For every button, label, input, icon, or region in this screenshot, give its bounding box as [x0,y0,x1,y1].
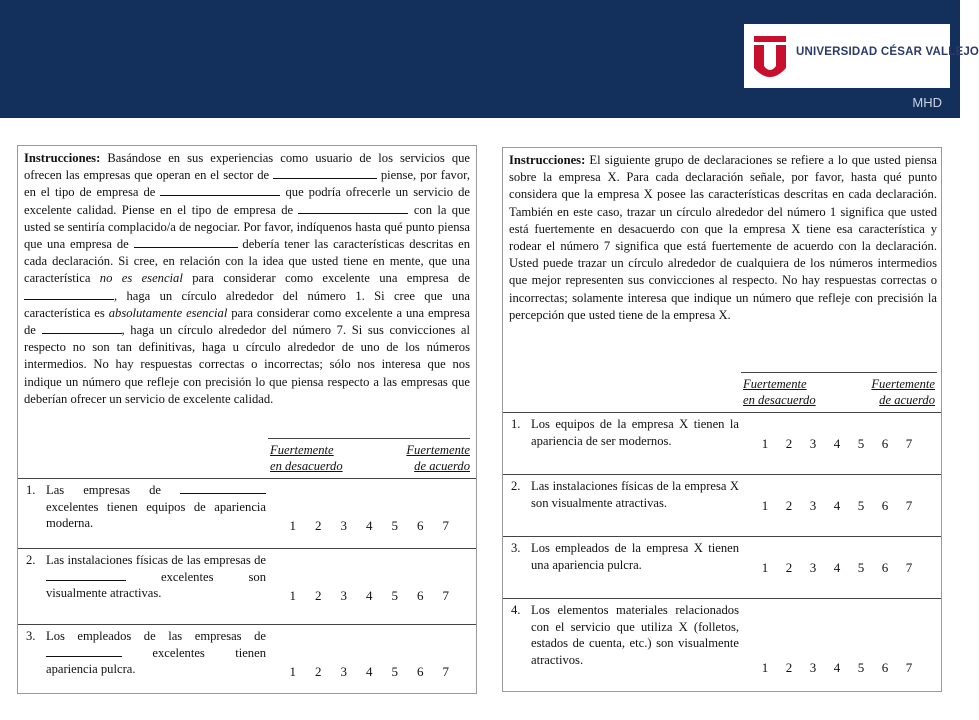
scale-option-4[interactable]: 4 [833,660,841,675]
left-instructions: Instrucciones: Basándose en sus experiencias como usuario de los servicios que ofrecen las empresas que operan en el sector de piense, por favor, en el tipo de empresa de que podría ofrecerle un servicio de excelente calidad. Piense en el tipo de empresa de con la que usted se sentiría complacido/a de negociar. Por favor, indíquenos hasta qué punto piensa que una empresa de debería tener las características descritas en cada declaración. Si cree, en relación con la idea que usted tiene en mente, que una característica no es esencial para considerar como excelente una empresa de , haga un círculo alrededor del número 1. Si cree que una característica es absolutamente esencial para considerar como excelente a una empresa de , haga un círculo alrededor del número 7. Si sus convicciones al respecto no son tan definitivas, haga u círculo alrededor de uno de los números intermedios. No hay respuestas correctas o incorrectas; sólo nos interesa que nos indique un número que refleje con precisión lo que piensa respecto a las empresas que deberían ofrecer un servicio de excelente calidad. [24,151,471,406]
scale-option-4[interactable]: 4 [833,560,841,575]
scale-option-5[interactable]: 5 [857,498,865,513]
left-item-1-scale [280,518,459,534]
scale-option-7[interactable]: 7 [905,560,913,575]
scale-option-4[interactable]: 4 [833,498,841,513]
table-top-rule [18,478,476,479]
scale-option-6[interactable]: 6 [417,664,424,679]
scale-option-4[interactable]: 4 [366,664,373,679]
scale-option-7[interactable]: 7 [905,498,913,513]
scale-right-bottom: de acuerdo [879,393,935,407]
right-item-1-scale [753,436,921,452]
right-item-3-scale [753,560,921,576]
scale-option-1[interactable]: 1 [289,518,296,533]
scale-left-top: Fuertemente [743,377,807,391]
scale-option-3[interactable]: 3 [809,498,817,513]
scale-option-2[interactable]: 2 [315,518,322,533]
scale-option-2[interactable]: 2 [785,436,793,451]
scale-option-5[interactable]: 5 [391,518,398,533]
scale-option-7[interactable]: 7 [905,660,913,675]
scale-option-1[interactable]: 1 [761,498,769,513]
right-item-4-scale [753,660,921,676]
blank-line [134,236,238,248]
blank-line [298,202,408,214]
blank-line [160,184,280,196]
scale-option-7[interactable]: 7 [442,588,449,603]
left-scale-header [270,442,470,476]
row-rule [503,536,941,537]
scale-option-3[interactable]: 3 [340,588,347,603]
logo-text: UNIVERSIDAD CÉSAR VALLEJO [796,46,979,58]
scale-option-5[interactable]: 5 [391,588,398,603]
scale-option-3[interactable]: 3 [340,664,347,679]
scale-option-6[interactable]: 6 [417,588,424,603]
scale-option-1[interactable]: 1 [289,664,296,679]
scale-left-top: Fuertemente [270,443,334,457]
scale-option-6[interactable]: 6 [881,660,889,675]
scale-option-7[interactable]: 7 [905,436,913,451]
instructions-lead: Instrucciones: [509,153,586,167]
scale-rule [741,372,937,373]
scale-option-1[interactable]: 1 [761,436,769,451]
scale-option-6[interactable]: 6 [881,560,889,575]
left-item-2-scale [280,588,459,604]
scale-option-2[interactable]: 2 [785,498,793,513]
blank-line [24,288,114,300]
blank-line [42,322,122,334]
scale-option-5[interactable]: 5 [857,436,865,451]
scale-right-bottom: de acuerdo [414,459,470,473]
scale-left-bottom: en desacuerdo [743,393,816,407]
scale-option-4[interactable]: 4 [833,436,841,451]
scale-option-7[interactable]: 7 [442,518,449,533]
scale-option-6[interactable]: 6 [417,518,424,533]
scale-option-5[interactable]: 5 [391,664,398,679]
scale-option-5[interactable]: 5 [857,660,865,675]
scale-option-1[interactable]: 1 [761,660,769,675]
scale-option-4[interactable]: 4 [366,588,373,603]
scale-option-7[interactable]: 7 [442,664,449,679]
blank-line [273,167,377,179]
scale-option-1[interactable]: 1 [761,560,769,575]
scale-right-top: Fuertemente [871,377,935,391]
scale-left-bottom: en desacuerdo [270,459,343,473]
scale-option-3[interactable]: 3 [340,518,347,533]
right-instructions: Instrucciones: El siguiente grupo de declaraciones se refiere a lo que usted piensa sobre la empresa X. Para cada declaración señale, por favor, hasta qué punto considera que la empresa X posee las características descritas en cada declaración. También en este caso, trazar un círculo alrededor del número 1 significa que usted está fuertemente en desacuerdo con que la empresa X tiene esa característica y rodear el número 7 significa que está fuertemente de acuerdo con la declaración. Usted puede trazar un círculo alrededor de cualquiera de los números intermedios que mejor representen sus convicciones al respecto. No hay respuestas correctas o incorrectas; solamente interesa que indique un número que refleje con precisión la percepción que usted tiene de la empresa X. [509,153,937,322]
row-rule [18,548,476,549]
header-banner [0,0,979,118]
left-questionnaire-panel: Instrucciones: Basándose en sus experiencias como usuario de los servicios que ofrecen las empresas que operan en el sector de piense, por favor, en el tipo de empresa de que podría ofrecerle un servicio de excelente calidad. Piense en el tipo de empresa de con la que usted se sentiría complacido/a de negociar. Por favor, indíquenos hasta qué punto piensa que una empresa de debería tener las características descritas en cada declaración. Si cree, en relación con la idea que usted tiene en mente, que una característica no es esencial para considerar como excelente una empresa de , haga un círculo alrededor del número 1. Si cree que una característica es absolutamente esencial para considerar como excelente a una empresa de , haga un círculo alrededor del número 7. Si sus convicciones al respecto no son tan definitivas, haga u círculo alrededor de uno de los números intermedios. No hay respuestas correctas o incorrectas; sólo nos interesa que nos indique un número que refleje con precisión lo que piensa respecto a las empresas que deberían ofrecer un servicio de excelente calidad. Fuertemente en desacuerdo Fuertemente de acuerdo 1. Las empresas de excelentes tienen equipos de apariencia moderna. 1 2 3 4 5 6 7 2. Las instalaciones físicas de las empresas de excelentes son visualmente atractivas. 1 2 3 4 5 6 7 3. Los empleados de las empresas de excelentes tienen apariencia pulcra. 1 2 3 4 5 6 7 [17,145,477,694]
ucv-logo-icon [752,32,788,80]
table-top-rule [503,412,941,413]
scale-option-2[interactable]: 2 [315,588,322,603]
scale-rule [268,438,470,439]
blank-line [180,482,266,494]
blank-line [46,645,122,657]
scale-option-6[interactable]: 6 [881,498,889,513]
corner-tag: MHD [912,95,942,110]
scale-option-1[interactable]: 1 [289,588,296,603]
scale-option-2[interactable]: 2 [315,664,322,679]
scale-option-3[interactable]: 3 [809,436,817,451]
scale-option-3[interactable]: 3 [809,660,817,675]
scale-option-5[interactable]: 5 [857,560,865,575]
scale-right-top: Fuertemente [406,443,470,457]
scale-option-2[interactable]: 2 [785,560,793,575]
left-item-3-scale [280,664,459,680]
row-rule [18,624,476,625]
row-rule [503,598,941,599]
blank-line [46,569,126,581]
scale-option-6[interactable]: 6 [881,436,889,451]
scale-option-3[interactable]: 3 [809,560,817,575]
scale-option-4[interactable]: 4 [366,518,373,533]
row-rule [503,474,941,475]
scale-option-2[interactable]: 2 [785,660,793,675]
right-item-2-scale [753,498,921,514]
instructions-lead: Instrucciones: [24,151,101,165]
university-logo [744,24,979,88]
right-questionnaire-panel: Instrucciones: El siguiente grupo de declaraciones se refiere a lo que usted piensa sobre la empresa X. Para cada declaración señale, por favor, hasta qué punto considera que la empresa X posee las características descritas en cada declaración. También en este caso, trazar un círculo alrededor del número 1 significa que usted está fuertemente en desacuerdo con que la empresa X tiene esa característica y rodear el número 7 significa que está fuertemente de acuerdo con la declaración. Usted puede trazar un círculo alrededor de cualquiera de los números intermedios que mejor representen sus convicciones al respecto. No hay respuestas correctas o incorrectas; solamente interesa que indique un número que refleje con precisión la percepción que usted tiene de la empresa X. Fuertemente en desacuerdo Fuertemente de acuerdo 1. Los equipos de la empresa X tienen la apariencia de ser modernos. 1 2 3 4 5 6 7 2. Las instalaciones físicas de la empresa X son visualmente atractivas. 1 2 3 4 5 6 7 3. Los empleados de la empresa X tienen una apariencia pulcra. 1 2 3 4 5 6 7 4. Los elementos materiales relacionados con el servicio que utiliza X (folletos, estados de cuenta, etc.) son visualmente atractivos. 1 2 3 4 5 6 7 [502,147,942,692]
right-scale-header [743,376,935,410]
